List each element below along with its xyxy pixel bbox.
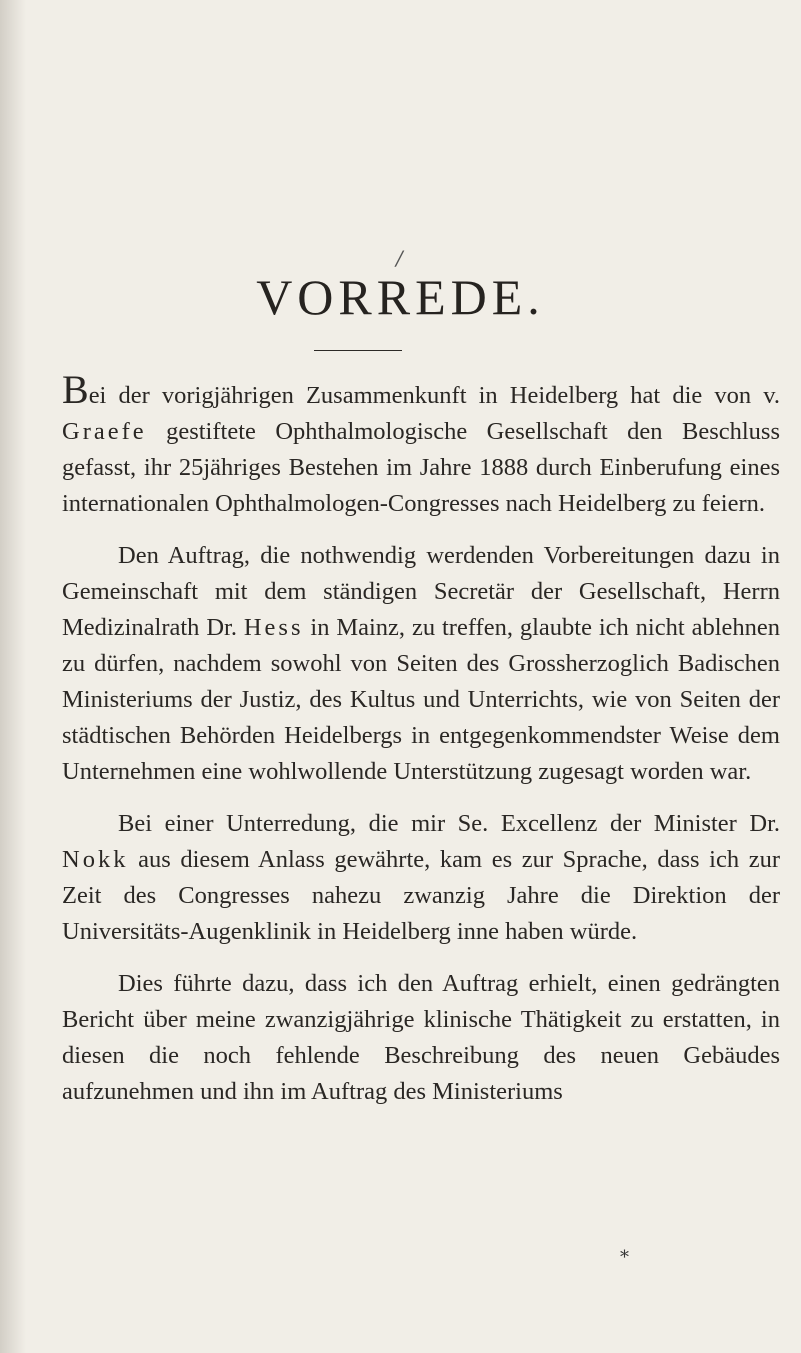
signature-mark: * <box>620 1247 629 1268</box>
page-gutter-shadow <box>0 0 26 1353</box>
paragraph-2: Den Auftrag, die nothwendig werdenden Vorbereitungen dazu in Gemeinschaft mit dem ständigen Secretär der Gesellschaft, Herrn Medizinalrath Dr. Hess in Mainz, zu treffen, glaubte ich nicht ablehnen zu dürfen, nachdem sowohl von Seiten des Grossherzoglich Badischen Ministeriums der Justiz, des Kultus und Unterrichts, wie von Seiten der städtischen Behörden Heidelbergs in entgegenkommendster Weise dem Unternehmen eine wohlwollende Unterstützung zugesagt worden war. <box>62 542 780 785</box>
page-title: VORREDE. <box>256 269 545 325</box>
spaced-name-hess: Hess <box>243 614 304 641</box>
preface-body <box>62 367 780 1126</box>
spaced-name-graefe: Graefe <box>62 418 147 445</box>
paragraph-1: Bei der vorigjährigen Zusammenkunft in Heidelberg hat die von v. Graefe gestiftete Ophthalmologische Gesellschaft den Beschluss gefasst, ihr 25jähriges Bestehen im Jahre 1888 durch Einberufung eines internationalen Ophthalmologen-Congresses nach Heidelberg zu feiern. <box>62 367 780 517</box>
paragraph-3: Bei einer Unterredung, die mir Se. Excellenz der Minister Dr. Nokk aus diesem Anlass gewährte, kam es zur Sprache, dass ich zur Zeit des Congresses nahezu zwanzig Jahre die Direktion der Universitäts-Augenklinik in Heidelberg inne haben würde. <box>62 810 780 945</box>
title-rule <box>314 350 402 351</box>
paragraph-4: Dies führte dazu, dass ich den Auftrag erhielt, einen gedrängten Bericht über meine zwanzigjährige klinische Thätigkeit zu erstatten, in diesen die noch fehlende Beschreibung des neuen Gebäudes aufzunehmen und ihn im Auftrag des Ministeriums <box>62 970 780 1105</box>
spaced-name-nokk: Nokk <box>62 846 129 873</box>
top-slash-mark: / <box>396 246 403 270</box>
